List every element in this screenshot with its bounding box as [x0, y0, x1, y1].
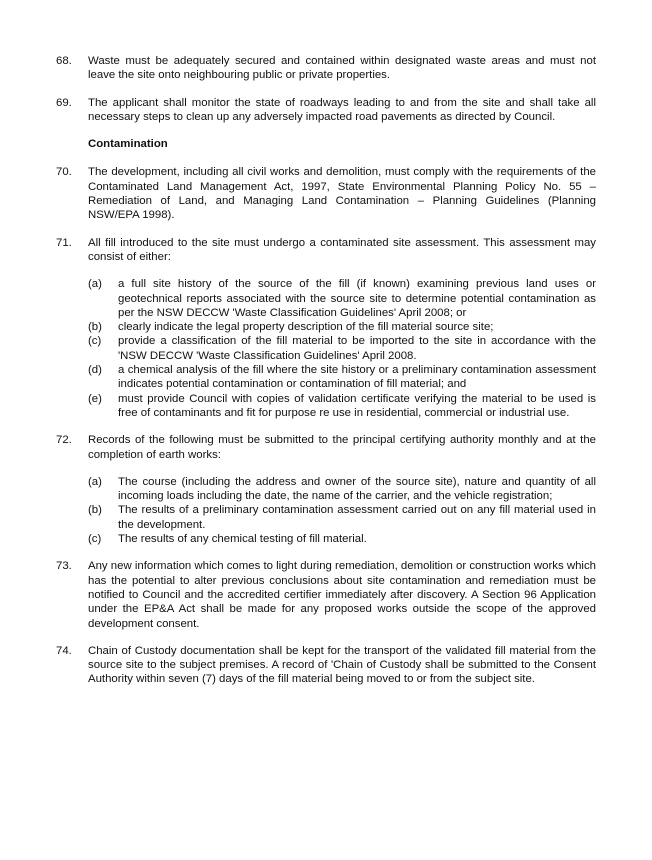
clause-text: Any new information which comes to light during remediation, demolition or construction works which has the potential to alter previous conclusions about site contamination and remediation must be notified to Council and the accredited certifier immediately after discovery. A Section 96 Application under the EP&A Act shall be made for any proposed works outside the scope of the approved development consent. — [88, 560, 596, 630]
clause-number: 72. — [56, 434, 72, 447]
sub-label: (d) — [88, 364, 102, 377]
sub-text: The course (including the address and owner of the source site), nature and quantity of all incoming loads including the date, the name of the carrier, and the vehicle registration; — [118, 475, 596, 503]
clause-text: All fill introduced to the site must undergo a contaminated site assessment. This assessment may consist of either: — [88, 236, 596, 263]
clause-text: Records of the following must be submitted to the principal certifying authority monthly and at the completion of earth works: — [88, 434, 596, 461]
sub-item — [88, 503, 596, 532]
sub-label: (a) — [88, 278, 102, 291]
sub-label: (c) — [88, 533, 102, 546]
sub-label: (b) — [88, 504, 102, 517]
clause-68 — [56, 54, 596, 83]
sub-text: The results of a preliminary contamination assessment carried out on any fill material used in the development. — [118, 504, 596, 531]
sub-text: a chemical analysis of the fill where the site history or a preliminary contamination assessment indicates potential contamination or contamination of fill material; and — [118, 364, 596, 391]
clause-72 — [56, 433, 596, 546]
sub-label: (a) — [88, 475, 102, 488]
sub-item — [88, 475, 596, 504]
clause-text: The development, including all civil works and demolition, must comply with the requirements of the Contaminated Land Management Act, 1997, State Environmental Planning Policy No. 55 – Remediation of Land, and Managing Land Contamination – Planning Guidelines (Planning NSW/EPA 1998). — [88, 166, 596, 222]
sub-text: provide a classification of the fill material to be imported to the site in accordance with the 'NSW DECCW 'Waste Classification Guidelines' April 2008. — [118, 335, 596, 362]
clause-number: 74. — [56, 644, 72, 657]
clause-69 — [56, 96, 596, 125]
clause-number: 68. — [56, 55, 72, 67]
sub-item — [88, 320, 596, 334]
sub-text: clearly indicate the legal property description of the fill material source site; — [118, 321, 494, 334]
sub-text: The results of any chemical testing of fill material. — [118, 533, 367, 546]
clause-number: 73. — [56, 560, 72, 573]
clause-text: Waste must be adequately secured and contained within designated waste areas and must not leave the site onto neighbouring public or private properties. — [88, 55, 596, 82]
clause-70 — [56, 165, 596, 222]
clause-73 — [56, 559, 596, 630]
sub-item — [88, 334, 596, 363]
clause-number: 69. — [56, 96, 72, 109]
sub-item — [88, 392, 596, 421]
clause-number: 71. — [56, 236, 72, 249]
sub-text: a full site history of the source of the fill (if known) examining previous land uses or geotechnical reports associated with the source site to determine potential contamination as per the NSW DECCW 'Waste Classification Guidelines' April 2008; or — [118, 278, 596, 319]
sub-label: (e) — [88, 392, 102, 405]
sub-text: must provide Council with copies of validation certificate verifying the material to be used is free of contaminants and fit for purpose re use in residential, commercial or industrial use. — [118, 392, 596, 419]
sub-item — [88, 363, 596, 392]
sub-list — [88, 475, 596, 546]
sub-label: (b) — [88, 321, 102, 334]
clause-74 — [56, 644, 596, 687]
clause-text: The applicant shall monitor the state of roadways leading to and from the site and shall take all necessary steps to clean up any adversely impacted road pavements as directed by Council. — [88, 96, 596, 123]
sub-item — [88, 532, 596, 546]
clause-number: 70. — [56, 166, 72, 179]
sub-item — [88, 277, 596, 320]
sub-list — [88, 277, 596, 420]
sub-label: (c) — [88, 335, 102, 348]
clause-text: Chain of Custody documentation shall be kept for the transport of the validated fill material from the source site to the subject premises. A record of 'Chain of Custody shall be submitted to the Consent Authority within seven (7) days of the fill material being moved to or from the subject site. — [88, 644, 596, 686]
clause-71 — [56, 236, 596, 421]
section-heading: Contamination — [88, 138, 168, 151]
